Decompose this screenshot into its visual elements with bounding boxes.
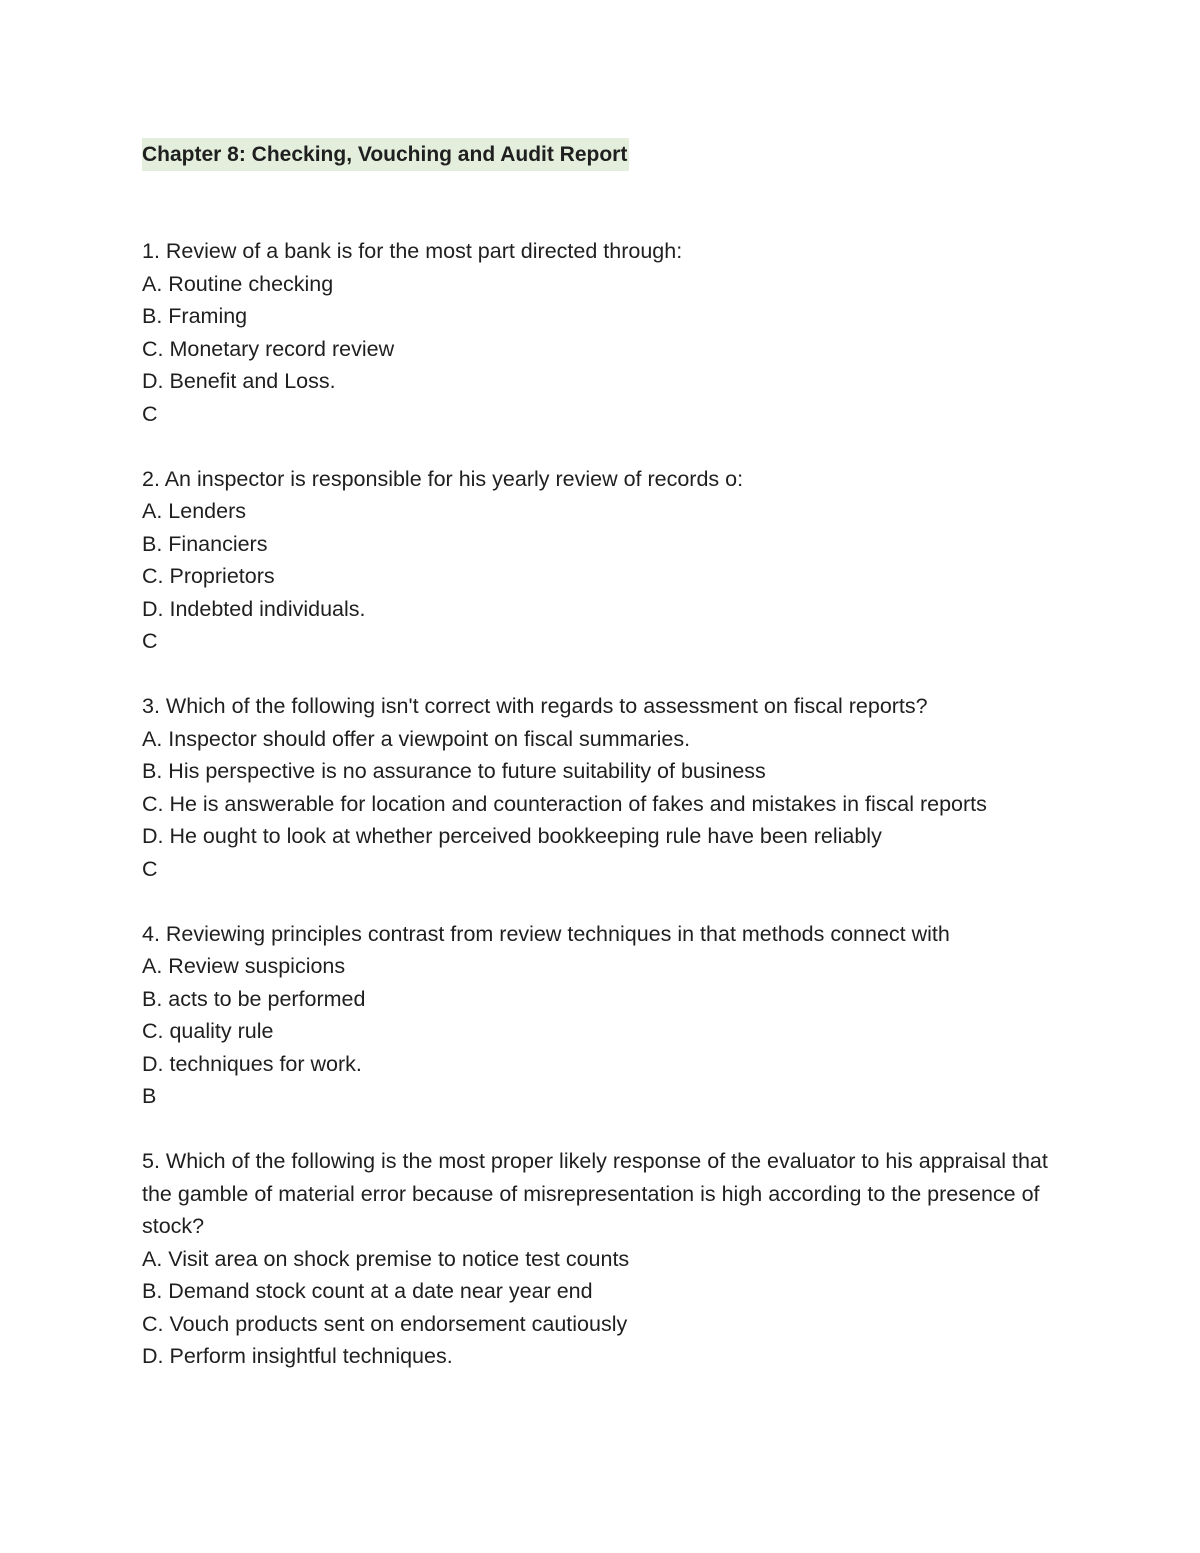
question-3 (142, 690, 1072, 885)
question-text: 3. Which of the following isn't correct with regards to assessment on fiscal reports? (142, 694, 928, 718)
question-2 (142, 463, 1072, 658)
option-d: D. Indebted individuals. (142, 596, 366, 621)
question-text: 4. Reviewing principles contrast from review techniques in that methods connect with (142, 921, 950, 946)
option-a: A. Visit area on shock premise to notice test counts (142, 1246, 630, 1271)
option-a: A. Inspector should offer a viewpoint on fiscal summaries. (142, 726, 691, 751)
option-b: B. Financiers (142, 531, 268, 556)
option-c: C. Monetary record review (142, 336, 395, 361)
answer-key: C (142, 401, 158, 426)
option-b: B. acts to be performed (142, 986, 366, 1011)
option-c: C. Proprietors (142, 564, 275, 588)
question-4 (142, 918, 1072, 1113)
document-page (142, 138, 1072, 1405)
question-1 (142, 235, 1072, 430)
option-c: C. quality rule (142, 1019, 274, 1043)
option-b: B. Framing (142, 304, 248, 328)
option-c: C. Vouch products sent on endorsement cautiously (142, 1311, 628, 1336)
option-a: A. Lenders (142, 499, 246, 523)
question-5 (142, 1145, 1072, 1373)
option-d: D. Perform insightful techniques. (142, 1344, 453, 1368)
chapter-title: Chapter 8: Checking, Vouching and Audit Report (142, 138, 629, 171)
option-b: B. His perspective is no assurance to future suitability of business (142, 759, 766, 783)
option-c: C. He is answerable for location and counteraction of fakes and mistakes in fiscal reports (142, 791, 987, 816)
answer-key: C (142, 629, 158, 653)
option-a: A. Routine checking (142, 271, 334, 296)
question-text: 1. Review of a bank is for the most part directed through: (142, 239, 683, 263)
answer-key: B (142, 1084, 157, 1108)
question-list (142, 235, 1072, 1373)
question-text: 2. An inspector is responsible for his yearly review of records o: (142, 466, 744, 491)
question-text: 5. Which of the following is the most proper likely response of the evaluator to his appraisal that the gamble of material error because of misrepresentation is high according to the presence of stock? (142, 1149, 1048, 1238)
option-d: D. He ought to look at whether perceived bookkeeping rule have been reliably (142, 824, 882, 848)
answer-key: C (142, 856, 158, 881)
option-d: D. techniques for work. (142, 1051, 362, 1076)
option-a: A. Review suspicions (142, 954, 346, 978)
option-d: D. Benefit and Loss. (142, 369, 336, 393)
option-b: B. Demand stock count at a date near year end (142, 1279, 593, 1303)
